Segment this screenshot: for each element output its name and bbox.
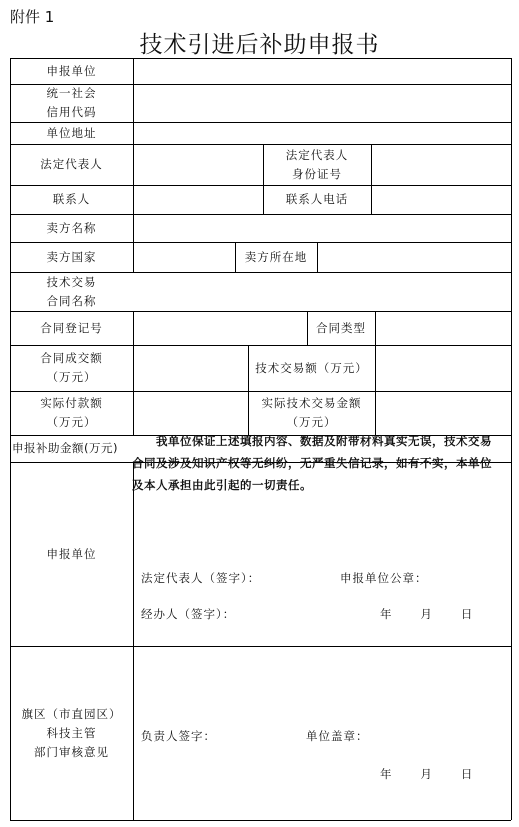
declaration-date: 年 月 日: [380, 607, 474, 621]
declaration-label: 申报单位: [46, 546, 97, 561]
contract-name-label: 技术交易 合同名称: [46, 274, 97, 308]
unit-seal-label: 单位盖章：: [306, 729, 369, 743]
principal-signature-label: 负责人签字：: [141, 729, 216, 743]
tech-trade-amount-label: 技术交易额（万元）: [255, 360, 368, 375]
seller-country-label: 卖方国家: [46, 249, 97, 264]
applicant-seal-label: 申报单位公章：: [340, 571, 428, 585]
attachment-label: 附件 1: [10, 8, 55, 26]
review-label: 旗区（市直园区） 科技主管 部门审核意见: [21, 706, 122, 759]
applicant-label: 申报单位: [46, 63, 97, 78]
subsidy-amount-label: 申报补助金额(万元): [12, 441, 118, 455]
review-date: 年 月 日: [380, 767, 474, 781]
legal-rep-id-label: 法定代表人 身份证号: [285, 147, 349, 181]
address-label: 单位地址: [46, 125, 97, 140]
seller-location-label: 卖方所在地: [244, 249, 308, 264]
contract-reg-no-label: 合同登记号: [40, 320, 103, 335]
contract-amount-label: 合同成交额 （万元）: [40, 351, 103, 384]
actual-payment-label: 实际付款额 （万元）: [40, 396, 103, 429]
declaration-text: 我单位保证上述填报内容、数据及附带材料真实无误，技术交易合同及涉及知识产权等无纠纷，无严重失信记录，如有不实，本单位及本人承担由此引起的一切责任。: [132, 434, 492, 492]
contract-type-label: 合同类型: [316, 320, 366, 335]
contact-label: 联系人: [52, 192, 91, 206]
legal-rep-signature-label: 法定代表人（签字）：: [141, 571, 261, 585]
handler-signature-label: 经办人（签字）：: [141, 607, 236, 621]
credit-code-label: 统一社会 信用代码: [46, 86, 97, 119]
form-title: 技术引进后补助申报书: [139, 32, 380, 58]
actual-tech-amount-label: 实际技术交易金额 （万元）: [261, 396, 362, 429]
contact-phone-label: 联系人电话: [285, 192, 349, 206]
legal-rep-label: 法定代表人: [40, 157, 103, 171]
seller-name-label: 卖方名称: [46, 220, 97, 235]
